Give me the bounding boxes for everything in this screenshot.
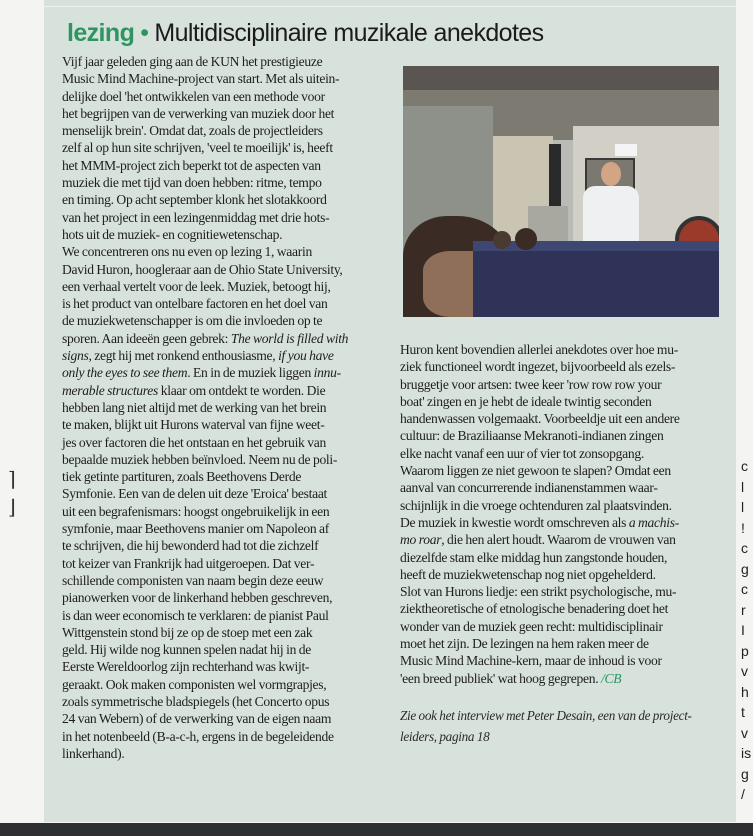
fragment-letter: ! [741, 519, 745, 536]
text-segment: bruggetje voor artsen: twee keer 'row row row your [400, 376, 662, 392]
text-line [62, 330, 390, 347]
text-segment: Symfonie. Een van de delen uit deze 'Eroica' bestaat [62, 486, 328, 502]
bullet-separator: • [140, 19, 149, 47]
text-segment: uit een begrafenismars: hoogst ongebruikelijk in een [62, 503, 330, 519]
text-segment: ziektheoretische of etnologische benadering doet het [400, 601, 669, 617]
text-segment: menselijk brein'. Omdat dat, zoals de projectleiders [62, 123, 323, 139]
text-segment: linkerhand). [62, 745, 125, 761]
text-line [62, 243, 390, 260]
text-segment: de muziekwetenschapper is om die invloeden op te [62, 313, 323, 329]
scan-binding-marks: ⌉ ⌋ [8, 469, 16, 519]
text-line [400, 566, 722, 583]
text-segment: boat' zingen en je hebt de ideale twintig seconden [400, 393, 652, 409]
text-segment: Vijf jaar geleden ging aan de KUN het prestigieuze [62, 54, 323, 69]
text-line [62, 451, 390, 468]
text-segment: schijnlijk in die vroege ochtenduren zal plaatsvinden. [400, 497, 672, 513]
fragment-letter: / [741, 786, 745, 802]
text-line [400, 376, 722, 393]
fragment-letter: is [741, 745, 752, 761]
text-line [62, 745, 390, 762]
text-line [62, 676, 390, 693]
text-segment: Wittgenstein stond bij ze op de stoep met een zak [62, 624, 313, 640]
text-segment: tot keizer van Frankrijk had uitgeroepen. Dat ver- [62, 555, 315, 571]
text-segment: in het notenbeeld (B-a-c-h, ergens in de begeleidende [62, 728, 334, 744]
text-line [62, 434, 390, 451]
text-line [62, 295, 390, 312]
text-segment: elke nacht vanaf een uur of vier tot zonsopgang. [400, 445, 644, 461]
text-line [62, 399, 390, 416]
text-line [62, 122, 390, 139]
text-line [400, 393, 722, 410]
fragment-letter: c [741, 458, 748, 474]
text-segment: sporen. Aan ideeën geen gebrek: [62, 330, 231, 346]
text-segment: , zegt hij met ronkend enthousiasme, [88, 348, 279, 364]
text-line [62, 728, 390, 745]
text-line [400, 600, 722, 617]
page-top-rule [44, 6, 736, 7]
text-segment: te maken, blijkt uit Hurons waterval van fijne weet- [62, 417, 325, 433]
text-line [62, 139, 390, 156]
text-segment: hebben lang niet altijd met de werking van het brein [62, 399, 327, 415]
fragment-letter: r [741, 601, 746, 618]
text-line [62, 191, 390, 208]
text-segment: Huron kent bovendien allerlei anekdotes over hoe mu- [400, 342, 678, 357]
author-initials: /CB [601, 670, 622, 686]
text-line [62, 53, 390, 70]
text-segment: Eerste Wereldoorlog zijn rechterhand was kwijt- [62, 659, 310, 675]
text-segment: . En in de muziek liggen [187, 365, 314, 381]
text-line [62, 555, 390, 572]
text-line [62, 537, 390, 554]
text-line [62, 226, 390, 243]
text-segment: hots uit de muziek- en cognitiewetenschap. [62, 226, 283, 242]
text-segment: , die hen alert houdt. Waarom de vrouwen van [441, 532, 676, 548]
text-segment: geraakt. Ook maken componisten wel vormgrapjes, [62, 676, 327, 692]
text-segment: Waarom liggen ze niet gewoon te slapen? Omdat een [400, 463, 671, 479]
text-segment: delijke doel 'het ontwikkelen van een methode voor [62, 88, 325, 104]
section-kicker: lezing [67, 19, 135, 47]
text-line [62, 382, 390, 399]
text-segment: Music Mind Machine-project van start. Met als uitein- [62, 71, 340, 87]
text-segment: diezelfde stam elke middag hun zangstonde houden, [400, 549, 668, 565]
text-line [400, 479, 722, 496]
fragment-letter: v [741, 663, 748, 679]
text-line [62, 105, 390, 122]
text-segment: handenwassen volgemaakt. Voorbeeldje uit een andere [400, 411, 680, 427]
text-line [62, 157, 390, 174]
article-title: Multidisciplinaire muzikale anekdotes [154, 19, 544, 47]
text-line [400, 652, 722, 669]
text-segment: het begrijpen van de verwerking van muziek door het [62, 105, 335, 121]
fragment-letter: v [741, 724, 748, 741]
text-line [62, 658, 390, 675]
text-segment: heeft de muziekwetenschap nog niet opgehelderd. [400, 566, 656, 582]
fragment-letter: l [741, 478, 745, 495]
text-line [62, 693, 390, 710]
italic-quote: The world is filled with [230, 330, 349, 346]
text-line [62, 261, 390, 278]
text-line [62, 624, 390, 641]
text-segment: We concentreren ons nu even op lezing 1, waarin [62, 244, 312, 260]
fragment-letter: g [741, 560, 749, 577]
italic-quote: only the eyes to see them [62, 365, 188, 381]
note-line: leiders, pagina 18 [400, 728, 490, 744]
italic-quote: merable structures [62, 382, 159, 398]
italic-quote: if you have [278, 348, 334, 364]
text-line [400, 531, 722, 548]
text-line [62, 710, 390, 727]
text-line [62, 312, 390, 329]
text-segment: ziek functioneel wordt ingezet, bijvoorbeeld als ezels- [400, 359, 676, 375]
left-text-column [62, 53, 390, 762]
text-segment: tiek getinte partituren, zoals Beethovens Derde [62, 469, 302, 485]
right-column-body [400, 341, 722, 687]
text-line [400, 549, 722, 566]
text-line [62, 589, 390, 606]
text-line [400, 445, 722, 462]
text-segment: jes over factoren die het ontstaan en het gebruik van [62, 434, 326, 450]
note-line: Zie ook het interview met Peter Desain, een van de project- [400, 707, 692, 723]
text-line [62, 88, 390, 105]
text-line [62, 209, 390, 226]
text-segment: De muziek in kwestie wordt omschreven als [400, 514, 629, 530]
fragment-letter: c [741, 540, 748, 556]
text-line [400, 358, 722, 375]
text-segment: aanval van concurrerende indianenstammen waar- [400, 480, 658, 496]
text-line [400, 618, 722, 635]
text-line [400, 670, 722, 687]
text-segment: bepaalde muziek hebben beïnvloed. Neem nu de poli- [62, 451, 338, 467]
lecture-photo [403, 66, 719, 317]
text-line [62, 607, 390, 624]
text-line [62, 174, 390, 191]
text-segment: symfonie, maar Beethovens manier om Napoleon af [62, 521, 329, 537]
text-line [400, 497, 722, 514]
italic-quote: signs [62, 348, 89, 364]
text-segment: wonder van de muziek geen recht: multidisciplinair [400, 618, 663, 634]
text-line [62, 70, 390, 87]
fragment-letter: h [741, 683, 749, 700]
fragment-letter: c [741, 581, 748, 597]
text-segment: schillende componisten van naam begin deze eeuw [62, 572, 324, 588]
scanner-edge-bar [0, 823, 753, 836]
text-line [62, 278, 390, 295]
text-segment: Slot van Hurons liedje: een strikt psychologische, mu- [400, 584, 677, 600]
text-line [400, 341, 722, 358]
text-line [400, 410, 722, 427]
text-segment: en timing. Op acht september klonk het slotakkoord [62, 192, 327, 208]
text-segment: 24 van Webern) of de verwerking van de eigen naam [62, 711, 332, 727]
text-line [400, 514, 722, 531]
text-line [400, 635, 722, 652]
text-line [62, 485, 390, 502]
fragment-letter: I [741, 622, 745, 638]
text-line [62, 503, 390, 520]
text-segment: muziek die met tijd van doen hebben: ritme, tempo [62, 175, 322, 191]
text-segment: zoals symmetrische bladspiegels (het Concerto opus [62, 693, 330, 709]
text-segment: Music Mind Machine-kern, maar de inhoud is voor [400, 653, 662, 669]
text-line [400, 583, 722, 600]
text-segment: het MMM-project zich beperkt tot de aspecten van [62, 157, 321, 173]
article-heading [67, 17, 707, 49]
fragment-letter: l [741, 499, 745, 515]
text-segment: pianowerken voor de linkerhand hebben geschreven, [62, 590, 333, 606]
text-segment: is het product van ontelbare factoren en het doel van [62, 296, 328, 312]
text-segment: van het project in een lezingenmiddag met drie hots- [62, 209, 330, 225]
text-line [62, 364, 390, 381]
cross-reference-note [400, 705, 722, 747]
text-segment: klaar om ontdekt te worden. Die [158, 382, 326, 398]
right-text-column [400, 341, 722, 747]
text-line [62, 347, 390, 364]
text-segment: cultuur: de Braziliaanse Mekranoti-indianen zingen [400, 428, 664, 444]
text-line [400, 462, 722, 479]
italic-quote: innu- [313, 365, 341, 381]
italic-quote: a machis- [628, 514, 679, 530]
next-page-edge-text [741, 456, 753, 805]
italic-quote: mo roar [400, 532, 442, 548]
text-line [62, 572, 390, 589]
text-segment: moet het zijn. De lezingen na hem raken meer de [400, 636, 649, 652]
fragment-letter: p [741, 642, 749, 659]
text-segment: David Huron, hoogleraar aan de Ohio State University, [62, 261, 343, 277]
text-segment: 'een breed publiek' wat hoog gegrepen. [400, 670, 602, 686]
text-segment: is dan weer economisch te verklaren: de pianist Paul [62, 607, 329, 623]
text-segment: zelf al op hun site schrijven, 'veel te moeilijk' is, heeft [62, 140, 333, 156]
fragment-letter: g [741, 765, 749, 782]
text-line [400, 427, 722, 444]
text-line [62, 520, 390, 537]
text-segment: een verhaal vertelt voor de leek. Muziek, betoogt hij, [62, 278, 331, 294]
text-segment: geld. Hij wilde nog kunnen spelen nadat hij in de [62, 642, 311, 658]
fragment-letter: t [741, 704, 745, 720]
text-line [62, 468, 390, 485]
text-segment: te schrijven, die hij bewonderd had tot die zichzelf [62, 538, 319, 554]
text-line [62, 641, 390, 658]
text-line [62, 416, 390, 433]
